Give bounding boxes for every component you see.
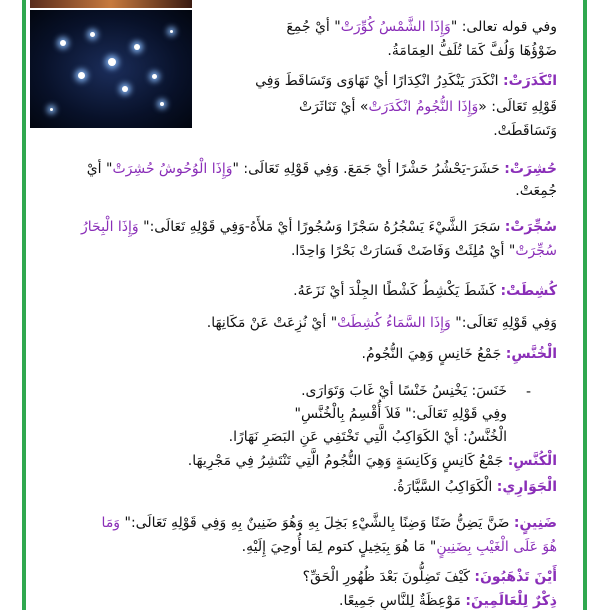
line-text: ضَنَّ يَضِنُّ ضَنًا وَضِنًا بِالشَّيْءِ بَخِلَ بِهِ وَهُوَ ضَنِينٌ بِهِ وَفِي قَوْلِهِ تَعَالَى:" [120,515,514,531]
quran-quote: سُجِّرَتْ [515,243,557,259]
line-jawari [393,478,557,496]
line-text: قَوْلِهِ تَعَالَى: « [478,99,557,115]
line-text: وفي قوله تعالى: " [450,19,557,35]
line-text: كَيْفَ تَضِلُّونَ بَعْدَ ظُهُورِ الْحَقِّ؟ [302,569,475,585]
line-text: انْكَدَرَ يَنْكَدِرُ انْكِدَارًا أيْ تَهَاوَى وَتَسَاقَطَ وَفِي [255,73,503,89]
line-khunnas-2 [301,382,507,400]
quran-quote: وَإِذَا النُّجُومُ انْكَدَرَتْ [368,99,479,115]
line-kushitat-2 [207,314,557,332]
line-hushirat-2 [515,182,557,200]
line-hushirat-1 [87,160,557,178]
quran-quote: وَإِذَا الْبِحَارُ [81,219,139,235]
quran-quote: وَمَا [101,515,121,531]
line-sujjirat-2 [291,242,557,260]
line-khunnas-4 [229,428,507,446]
line-text: " أيْ مُلِئَتْ وَفَاضَتْ فَسَارَتْ بَحْرًا وَاحِدًا. [290,243,516,259]
term-label: حُشِرَتْ: [504,161,557,177]
term-label: أَيْنَ تَذْهَبُونَ: [474,569,557,585]
line-sujjirat-1 [81,218,557,236]
line-text: » أيْ تَنَاثَرَتْ [298,99,369,115]
line-text: " أيْ نُزِعَتْ عَنْ مَكَانِهَا. [206,315,338,331]
line-text: وَفِي قَوْلِهِ تَعَالَى:" [450,315,557,331]
line-danin-2 [242,538,557,556]
top-image-strip [30,0,192,8]
line-tadhhabun [303,568,557,586]
term-label: الْجَوَارِي: [496,479,557,495]
line-text: مَوْعِظَةٌ لِلنَّاسِ جَمِيعًا. [339,593,466,609]
line-khunnas-3 [295,405,508,423]
bullet-dash: - [525,384,531,400]
line-text: " أيْ جُمِعَ [286,19,341,35]
term-label: الْكُنَّسِ: [507,453,557,469]
line-text: الْخُنَّسُ: أيْ الكَوَاكِبُ الَّتِي تَخْتَفِي عَنِ البَصَرِ نَهَارًا. [228,429,507,445]
term-label: انْكَدَرَتْ: [502,73,557,89]
line-text: وَتَسَاقَطَتْ. [493,123,557,139]
line-dhikr [339,592,557,610]
line-kuwwirat-2 [387,42,557,60]
term-label: الْخُنَّسِ: [505,346,557,362]
line-kuwwirat-1 [286,18,557,36]
star-cluster-image [30,10,192,128]
quran-quote: وَإِذَا الشَّمْسُ كُوِّرَتْ [340,19,451,35]
line-text: جَمْعُ خَانِسٍ وَهِيَ النُّجُومُ. [361,346,506,362]
quran-quote: هُوَ عَلَى الْغَيْبِ بِضَنِينٍ [436,539,557,555]
line-text: " مَا هُوَ بِبَخِيلٍ كتوم لِمَا أُوحِيَ إِلَيْهِ. [241,539,437,555]
line-text: وفِي قَوْلِهِ تَعَالَى:" فَلاَ أُقْسِمُ بِالْخُنَّسِ" [294,406,507,422]
line-text: ضَوْؤُهَا وَلُفَّ كَمَا تُلَفُّ العِمَامَةُ. [387,43,557,59]
line-inkadarat-3 [493,122,557,140]
line-kunnas [188,452,557,470]
line-text: حَشَرَ-يَحْشُرُ حَشْرًا أيْ جَمَعَ. وَفِي قَوْلِهِ تَعَالَى: " [232,161,505,177]
quran-quote: وَإِذَا السَّمَاءُ كُشِطَتْ [337,315,451,331]
line-danin-1 [102,514,557,532]
term-label: سُجِّرَتْ: [504,219,557,235]
line-text: خَنَسَ: يَخْنِسُ خَنْسًا أيْ غَابَ وَتَوَارَى. [301,383,507,399]
term-label: ذِكْرٌ لِلْعَالَمِينَ: [465,593,557,609]
line-khunnas-1 [362,345,558,363]
line-inkadarat-2 [299,98,557,116]
line-kushitat-1 [293,282,557,300]
line-text: كَشَطَ يَكْشِطُ كَشْطًا الجِلْدَ أيْ نَزَعَهُ. [293,283,501,299]
term-label: ضَنِينٍ: [513,515,557,531]
line-text: الْكَوَاكِبُ السَّيَّارَةُ. [392,479,497,495]
quran-quote: وَإِذَا الْوُحُوشُ حُشِرَتْ [112,161,233,177]
line-text: جُمِعَتْ. [515,183,557,199]
line-text: سَجَرَ الشَّيْءَ يَسْجُرُهُ سَجْرًا وَسُجُورًا أيْ مَلأَهُ-وَفِي قَوْلِهِ تَعَالَى:" [138,219,505,235]
term-label: كُشِطَتْ: [500,283,557,299]
line-inkadarat-1 [255,72,557,90]
line-text: جَمْعُ كَانِسٍ وَكَانِسَةٍ وَهِيَ النُّجُومُ الَّتِي تَنْتَشِرُ فِي مَجْرِيهَا. [187,453,508,469]
line-text: " أيْ [86,161,113,177]
